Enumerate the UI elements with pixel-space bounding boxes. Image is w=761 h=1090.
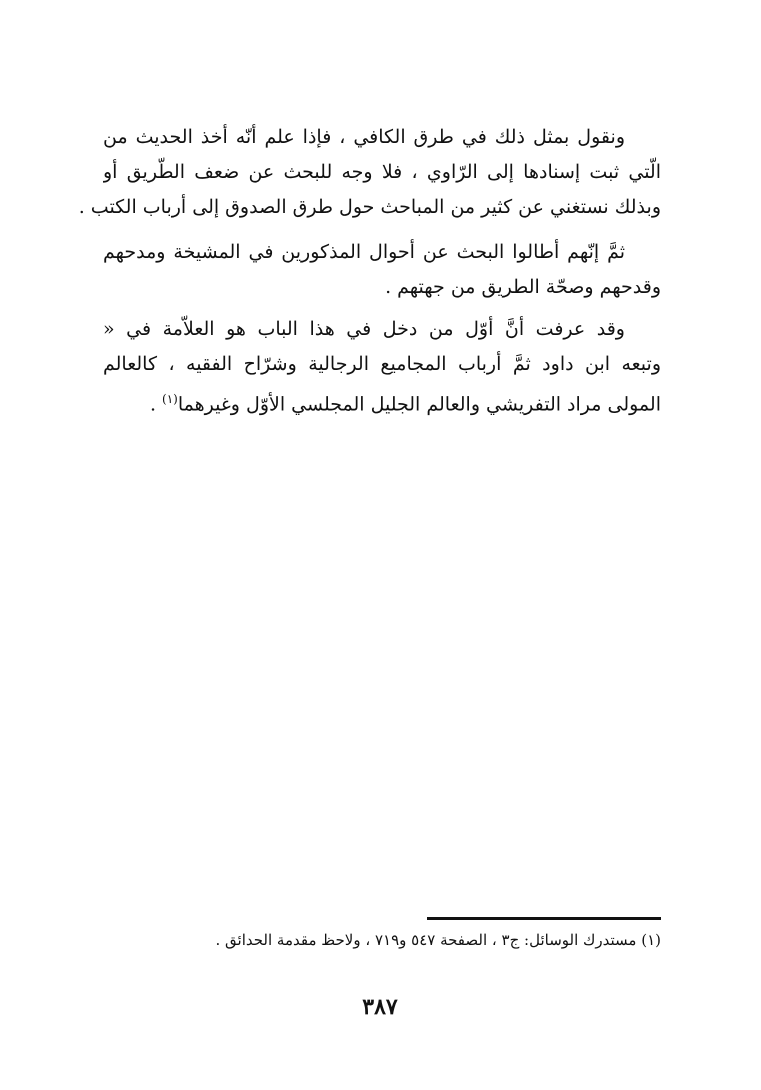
sentence-ending: . — [149, 393, 163, 416]
text-line-last — [103, 382, 661, 417]
text-line: وتبعه ابن داود ثمَّ أرباب المجاميع الرجالية وشرّاح الفقيه ، كالعالم — [103, 353, 661, 375]
text-line: وقد عرفت أنَّ أوّل من دخل في هذا الباب هو العلاّمة في « — [103, 318, 625, 340]
footnote: (١) مستدرك الوسائل: ج٣ ، الصفحة ٥٤٧ و٧١٩ ، ولاحظ مقدمة الحدائق . — [215, 931, 661, 949]
footnote-separator — [427, 917, 661, 920]
text-line: ونقول بمثل ذلك في طرق الكافي ، فإذا علم أنّه أخذ الحديث من — [103, 126, 625, 148]
paragraph-3 — [103, 312, 661, 417]
page-number: ٣٨٧ — [362, 994, 398, 1020]
paragraph-1 — [78, 120, 661, 225]
text-line: وقدحهم وصحّة الطريق من جهتهم . — [385, 276, 661, 298]
text-line: ثمَّ إنّهم أطالوا البحث عن أحوال المذكورين في المشيخة ومدحهم — [103, 241, 625, 263]
text-line: الّتي ثبت إسنادها إلى الرّاوي ، فلا وجه للبحث عن ضعف الطّريق أو — [103, 161, 661, 183]
text-line-content: المولى مراد التفريشي والعالم الجليل المجلسي الأوّل وغيرهما — [177, 393, 661, 416]
footnote-marker: (١) — [162, 392, 178, 406]
paragraph-2 — [103, 235, 661, 305]
text-line: وبذلك نستغني عن كثير من المباحث حول طرق الصدوق إلى أرباب الكتب . — [78, 196, 661, 218]
